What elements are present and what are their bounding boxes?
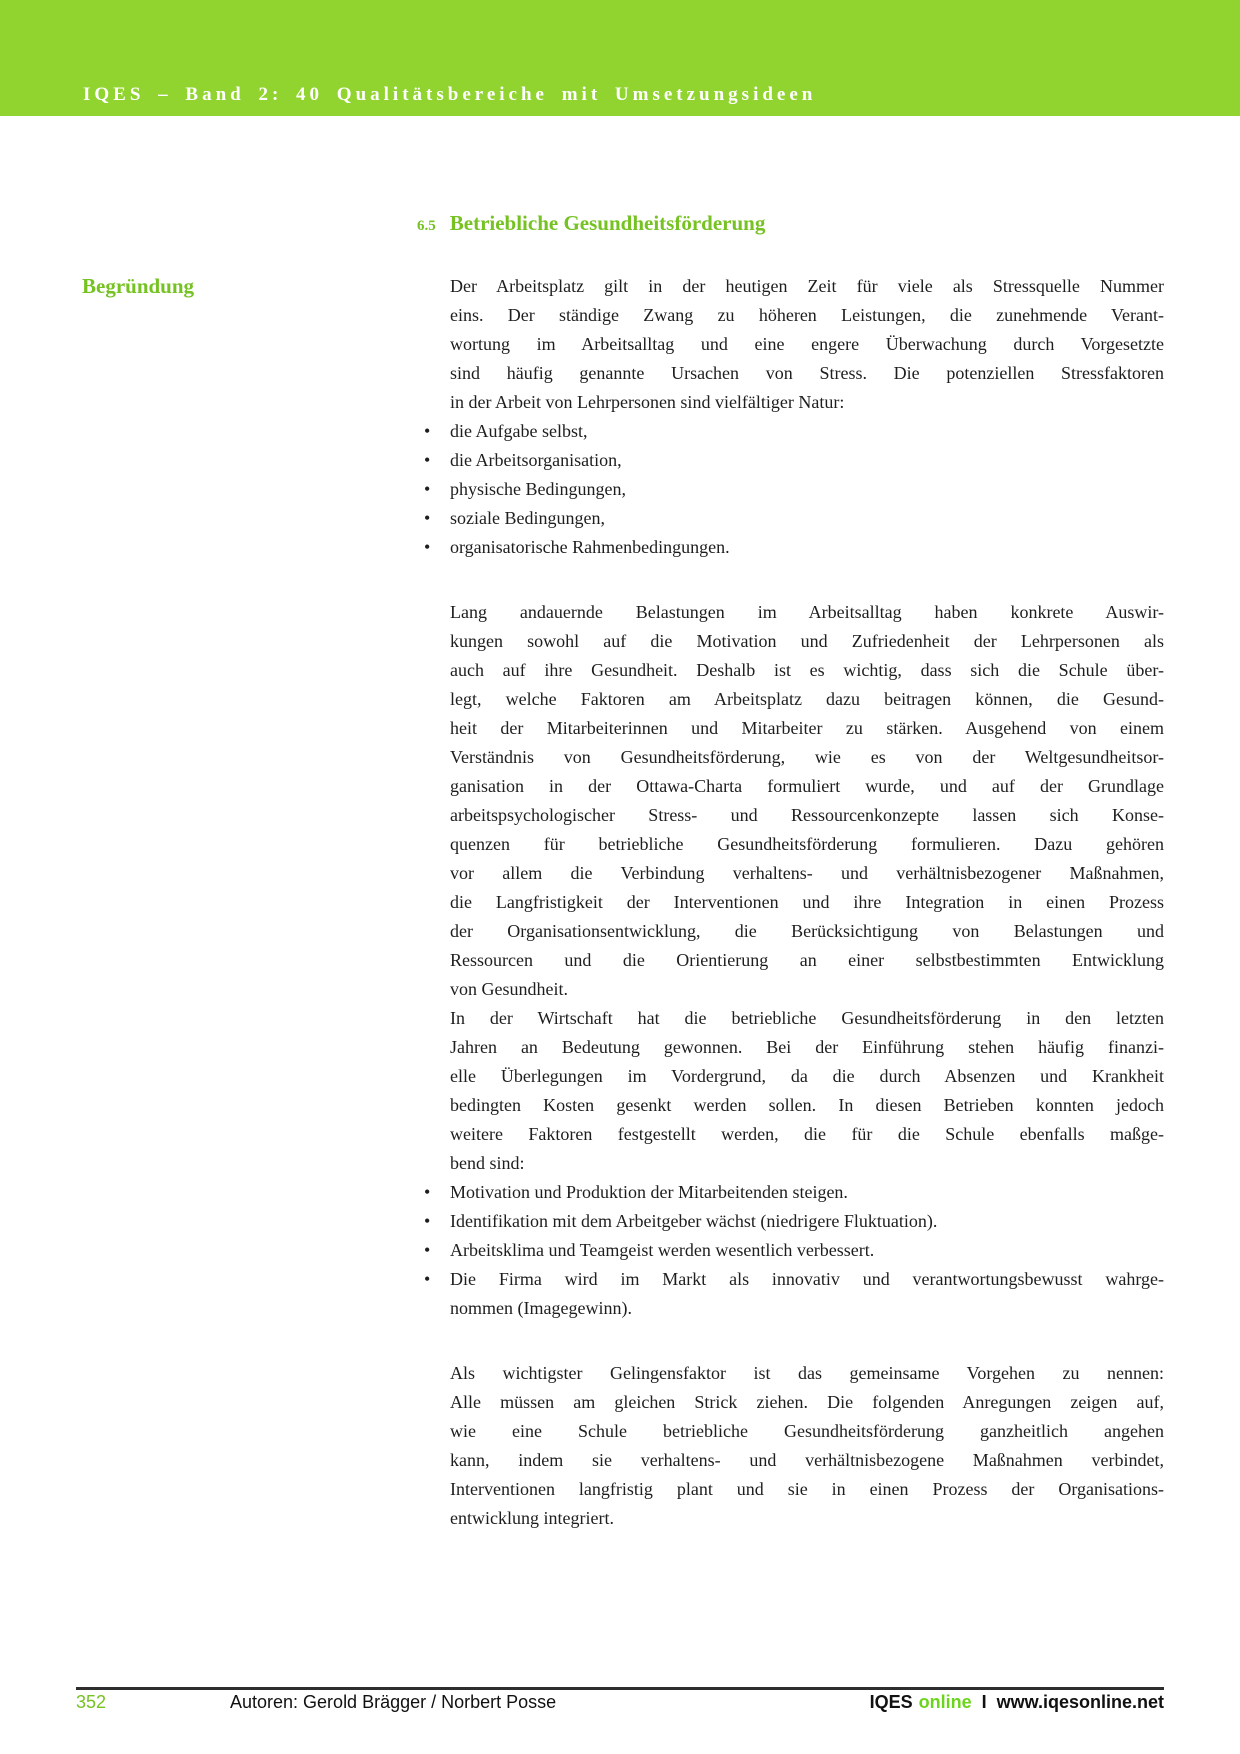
- page-number: 352: [76, 1692, 107, 1712]
- text-line: entwicklung integriert.: [450, 1508, 614, 1528]
- list-item: [424, 504, 1164, 533]
- paragraph: [450, 598, 1164, 1004]
- footer-brand: [870, 1692, 1164, 1713]
- bullet-list: [424, 1178, 1164, 1323]
- list-item: [424, 446, 1164, 475]
- text-line: nommen (Imagegewinn).: [450, 1298, 632, 1318]
- brand-online-label: online: [918, 1692, 972, 1712]
- text-line: In der Wirtschaft hat die betriebliche Gesundheitsförderung in den letzten: [450, 1008, 1164, 1028]
- text-line: sind häufig genannte Ursachen von Stress. Die potenziellen Stressfaktoren: [450, 363, 1164, 383]
- text-line: Jahren an Bedeutung gewonnen. Bei der Einführung stehen häufig finanzi-: [450, 1037, 1164, 1057]
- text-line: arbeitspsychologischer Stress- und Ressourcenkonzepte lassen sich Konse-: [450, 805, 1164, 825]
- text-line: Als wichtigster Gelingensfaktor ist das gemeinsame Vorgehen zu nennen:: [450, 1363, 1164, 1383]
- list-item: [424, 417, 1164, 446]
- text-line: die Langfristigkeit der Interventionen und ihre Integration in einen Prozess: [450, 892, 1164, 912]
- text-line: legt, welche Faktoren am Arbeitsplatz dazu beitragen können, die Gesund-: [450, 689, 1164, 709]
- text-line: vor allem die Verbindung verhaltens- und verhältnisbezogener Maßnahmen,: [450, 863, 1164, 883]
- text-line: Lang andauernde Belastungen im Arbeitsalltag haben konkrete Auswir-: [450, 602, 1164, 622]
- text-line: Verständnis von Gesundheitsförderung, wie es von der Weltgesundheitsor-: [450, 747, 1164, 767]
- section-number: 6.5: [417, 218, 436, 234]
- text-line: der Organisationsentwicklung, die Berücksichtigung von Belastungen und: [450, 921, 1164, 941]
- bullet-icon: •: [424, 508, 431, 528]
- paragraph: [450, 1359, 1164, 1533]
- text-line: von Gesundheit.: [450, 979, 568, 999]
- text-line: Interventionen langfristig plant und sie in einen Prozess der Organisations-: [450, 1479, 1164, 1499]
- text-line: ganisation in der Ottawa-Charta formuliert wurde, und auf der Grundlage: [450, 776, 1164, 796]
- footer-authors: Autoren: Gerold Brägger / Norbert Posse: [230, 1692, 557, 1712]
- text-line: organisatorische Rahmenbedingungen.: [450, 537, 730, 557]
- bullet-icon: •: [424, 1211, 431, 1231]
- section-heading: [417, 211, 765, 236]
- paragraph: [450, 272, 1164, 417]
- text-line: soziale Bedingungen,: [450, 508, 605, 528]
- list-item: [424, 1265, 1164, 1323]
- list-item: [424, 533, 1164, 562]
- margin-label: Begründung: [82, 274, 195, 298]
- text-line: Identifikation mit dem Arbeitgeber wächst (niedrigere Fluktuation).: [450, 1211, 938, 1231]
- text-line: heit der Mitarbeiterinnen und Mitarbeiter zu stärken. Ausgehend von einem: [450, 718, 1164, 738]
- list-item: [424, 1178, 1164, 1207]
- text-line: in der Arbeit von Lehrpersonen sind vielfältiger Natur:: [450, 392, 845, 412]
- text-line: Alle müssen am gleichen Strick ziehen. Die folgenden Anregungen zeigen auf,: [450, 1392, 1164, 1412]
- paragraph: [450, 1004, 1164, 1178]
- text-line: eins. Der ständige Zwang zu höheren Leistungen, die zunehmende Verant-: [450, 305, 1164, 325]
- text-line: kungen sowohl auf die Motivation und Zufriedenheit der Lehrpersonen als: [450, 631, 1164, 651]
- brand-iqes-label: IQES: [869, 1692, 913, 1712]
- text-line: die Aufgabe selbst,: [450, 421, 588, 441]
- bullet-list: [424, 417, 1164, 562]
- section-title: Betriebliche Gesundheitsförderung: [449, 211, 766, 235]
- text-line: physische Bedingungen,: [450, 479, 626, 499]
- text-line: auch auf ihre Gesundheit. Deshalb ist es wichtig, dass sich die Schule über-: [450, 660, 1164, 680]
- text-line: bend sind:: [450, 1153, 525, 1173]
- text-line: wortung im Arbeitsalltag und eine engere Überwachung durch Vorgesetzte: [450, 334, 1164, 354]
- brand-separator: I: [981, 1692, 987, 1712]
- footer-rule: [76, 1687, 1164, 1690]
- text-line: kann, indem sie verhaltens- und verhältnisbezogene Maßnahmen verbindet,: [450, 1450, 1164, 1470]
- list-item: [424, 1236, 1164, 1265]
- bullet-icon: •: [424, 450, 431, 470]
- bullet-icon: •: [424, 537, 431, 557]
- list-item: [424, 1207, 1164, 1236]
- brand-url: www.iqesonline.net: [996, 1692, 1164, 1712]
- header-title: IQES – Band 2: 40 Qualitätsbereiche mit Umsetzungsideen: [83, 84, 817, 105]
- header-band: [0, 0, 1240, 116]
- text-line: Die Firma wird im Markt als innovativ und verantwortungsbewusst wahrge-: [450, 1269, 1164, 1289]
- list-item: [424, 475, 1164, 504]
- bullet-icon: •: [424, 421, 431, 441]
- text-line: Der Arbeitsplatz gilt in der heutigen Zeit für viele als Stressquelle Nummer: [450, 276, 1164, 296]
- body-column: [424, 272, 1164, 1533]
- bullet-icon: •: [424, 1269, 431, 1289]
- bullet-icon: •: [424, 479, 431, 499]
- text-line: weitere Faktoren festgestellt werden, die für die Schule ebenfalls maßge-: [450, 1124, 1164, 1144]
- text-line: die Arbeitsorganisation,: [450, 450, 622, 470]
- bullet-icon: •: [424, 1240, 431, 1260]
- text-line: Ressourcen und die Orientierung an einer selbstbestimmten Entwicklung: [450, 950, 1164, 970]
- text-line: Arbeitsklima und Teamgeist werden wesentlich verbessert.: [450, 1240, 875, 1260]
- text-line: wie eine Schule betriebliche Gesundheitsförderung ganzheitlich angehen: [450, 1421, 1164, 1441]
- paragraph-spacer: [450, 562, 1164, 598]
- text-line: quenzen für betriebliche Gesundheitsförderung formulieren. Dazu gehören: [450, 834, 1164, 854]
- text-line: Motivation und Produktion der Mitarbeitenden steigen.: [450, 1182, 848, 1202]
- bullet-icon: •: [424, 1182, 431, 1202]
- paragraph-spacer: [450, 1323, 1164, 1359]
- text-line: bedingten Kosten gesenkt werden sollen. In diesen Betrieben konnten jedoch: [450, 1095, 1164, 1115]
- text-line: elle Überlegungen im Vordergrund, da die durch Absenzen und Krankheit: [450, 1066, 1164, 1086]
